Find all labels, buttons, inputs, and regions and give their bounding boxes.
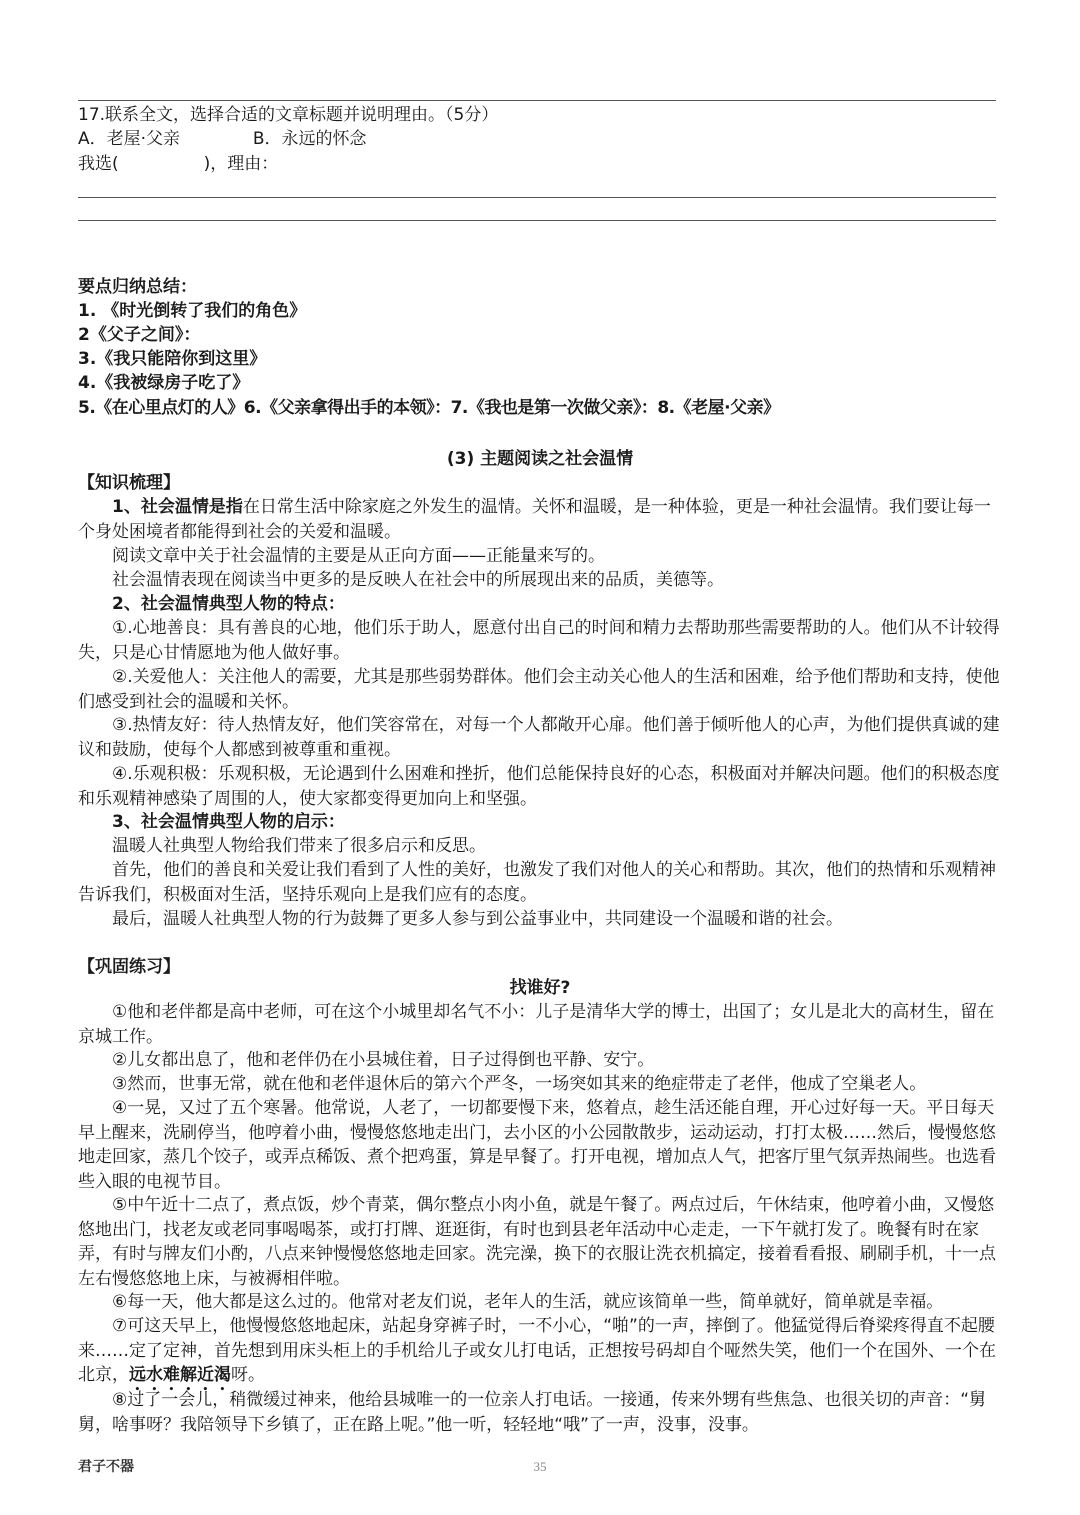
summary-item: 2《父子之间》： bbox=[78, 325, 201, 345]
choice-line: 我选( )，理由： bbox=[78, 154, 279, 174]
insight-paragraph: 温暖人社典型人物给我们带来了很多启示和反思。 bbox=[112, 836, 486, 856]
answer-line bbox=[78, 197, 996, 198]
story-paragraph: ②儿女都出息了，他和老伴仍在小县城住着，日子过得倒也平静、安宁。 bbox=[112, 1050, 655, 1070]
story-title: 找谁好? bbox=[509, 978, 571, 998]
emphasized-phrase: 远水难解近渴 bbox=[129, 1365, 231, 1385]
subheading: 3、社会温情典型人物的启示： bbox=[112, 812, 345, 832]
story-paragraph: ①他和老伴都是高中老师，可在这个小城里却名气不小：儿子是清华大学的博士，出国了；女儿是北大的高材生，留在京城工作。 bbox=[78, 1002, 995, 1047]
summary-item: 3.《我只能陪你到这里》 bbox=[78, 349, 267, 369]
option-a bbox=[78, 127, 367, 151]
story-paragraph: ⑧过了一会儿，稍微缓过神来，他给县城唯一的一位亲人打电话。一接通，传来外甥有些焦急、也很关切的声音：“舅舅，啥事呀？我陪领导下乡镇了，正在路上呢。”他一听，轻轻地“哦”了一声，没事，没事。 bbox=[78, 1390, 987, 1435]
trait-paragraph: ③.热情友好：待人热情友好，他们笑容常在，对每一个人都敞开心扉。他们善于倾听他人的心声，为他们提供真诚的建议和鼓励，使每个人都感到被尊重和重视。 bbox=[78, 715, 1000, 760]
summary-heading: 要点归纳总结： bbox=[78, 277, 197, 297]
page-number: 35 bbox=[533, 1459, 547, 1474]
knowledge-paragraph: 阅读文章中关于社会温情的主要是从正向方面——正能量来写的。 bbox=[112, 546, 605, 566]
trait-paragraph: ④.乐观积极：乐观积极，无论遇到什么困难和挫折，他们总能保持良好的心态，积极面对并解决问题。他们的积极态度和乐观精神感染了周围的人，使大家都变得更加向上和坚强。 bbox=[78, 764, 1000, 809]
story-paragraph: ③然而，世事无常，就在他和老伴退休后的第六个严冬，一场突如其来的绝症带走了老伴，他成了空巢老人。 bbox=[112, 1074, 927, 1094]
summary-item: 4.《我被绿房子吃了》 bbox=[78, 373, 250, 393]
knowledge-paragraph: 1、社会温情是指在日常生活中除家庭之外发生的温情。关怀和温暖，是一种体验，更是一种社会温情。我们要让每一个身处困境者都能得到社会的关爱和温暖。 bbox=[78, 497, 991, 542]
question-17: 17.联系全文，选择合适的文章标题并说明理由。（5分） bbox=[78, 105, 499, 125]
insight-paragraph: 首先，他们的善良和关爱让我们看到了人性的美好，也激发了我们对他人的关心和帮助。其次，他们的热情和乐观精神告诉我们，积极面对生活，坚持乐观向上是我们应有的态度。 bbox=[78, 860, 996, 905]
answer-line bbox=[78, 220, 996, 221]
section-title: (3) 主题阅读之社会温情 bbox=[446, 449, 634, 469]
knowledge-paragraph: 社会温情表现在阅读当中更多的是反映人在社会中的所展现出来的品质，美德等。 bbox=[112, 570, 724, 590]
option-a-label: A．老屋·父亲 bbox=[78, 129, 181, 149]
story-paragraph: ⑥每一天，他大都是这么过的。他常对老友们说，老年人的生活，就应该简单一些，简单就好，简单就是幸福。 bbox=[112, 1292, 944, 1312]
footer-brand: 君子不器 bbox=[78, 1459, 134, 1475]
trait-paragraph: ①.心地善良：具有善良的心地，他们乐于助人，愿意付出自己的时间和精力去帮助那些需要帮助的人。他们从不计较得失，只是心甘情愿地为他人做好事。 bbox=[78, 618, 1000, 663]
answer-line bbox=[78, 100, 996, 101]
story-paragraph: ④一晃，又过了五个寒暑。他常说，人老了，一切都要慢下来，悠着点，趁生活还能自理，开心过好每一天。平日每天早上醒来，洗刷停当，他哼着小曲，慢慢悠悠地走出门，去小区的小公园散散步，运动运动，打打太极……然后，慢慢悠悠地走回家，蒸几个饺子，或弄点稀饭、煮个把鸡蛋，算是早餐了。打开电视，增加点人气，把客厅里气氛弄热闹些。也选看些入眼的电视节目。 bbox=[78, 1098, 996, 1192]
summary-item: 1. 《时光倒转了我们的角色》 bbox=[78, 301, 307, 321]
story-paragraph: ⑦可这天早上，他慢慢悠悠地起床，站起身穿裤子时，一不小心，“啪”的一声，摔倒了。他猛觉得后脊梁疼得直不起腰来……定了定神，首先想到用床头柜上的手机给儿子或女儿打电话，正想按号码却自个哑然失笑，他们一个在国外、一个在北京，远水难解近渴呀。 bbox=[78, 1316, 996, 1385]
knowledge-heading: 【知识梳理】 bbox=[78, 473, 180, 493]
practice-heading: 【巩固练习】 bbox=[78, 957, 180, 977]
subheading: 2、社会温情典型人物的特点： bbox=[112, 594, 345, 614]
insight-paragraph: 最后，温暖人社典型人物的行为鼓舞了更多人参与到公益事业中，共同建设一个温暖和谐的社会。 bbox=[112, 909, 843, 929]
story-paragraph: ⑤中午近十二点了，煮点饭，炒个青菜，偶尔整点小肉小鱼，就是午餐了。两点过后，午休结束，他哼着小曲，又慢悠悠地出门，找老友或老同事喝喝茶，或打打牌、逛逛街，有时也到县老年活动中心走走，一下午就打发了。晚餐有时在家弄，有时与牌友们小酌，八点来钟慢慢悠悠地走回家。洗完澡，换下的衣服让洗衣机搞定，接着看看报、刷刷手机，十一点左右慢悠悠地上床，与被褥相伴啦。 bbox=[78, 1195, 996, 1289]
definition-term: 1、社会温情是指 bbox=[112, 497, 243, 517]
option-b-label: B．永远的怀念 bbox=[252, 129, 367, 149]
trait-paragraph: ②.关爱他人：关注他人的需要，尤其是那些弱势群体。他们会主动关心他人的生活和困难，给予他们帮助和支持，使他们感受到社会的温暖和关怀。 bbox=[78, 667, 1000, 712]
summary-item: 5.《在心里点灯的人》6.《父亲拿得出手的本领》：7.《我也是第一次做父亲》：8.《老屋·父亲》 bbox=[78, 398, 780, 418]
